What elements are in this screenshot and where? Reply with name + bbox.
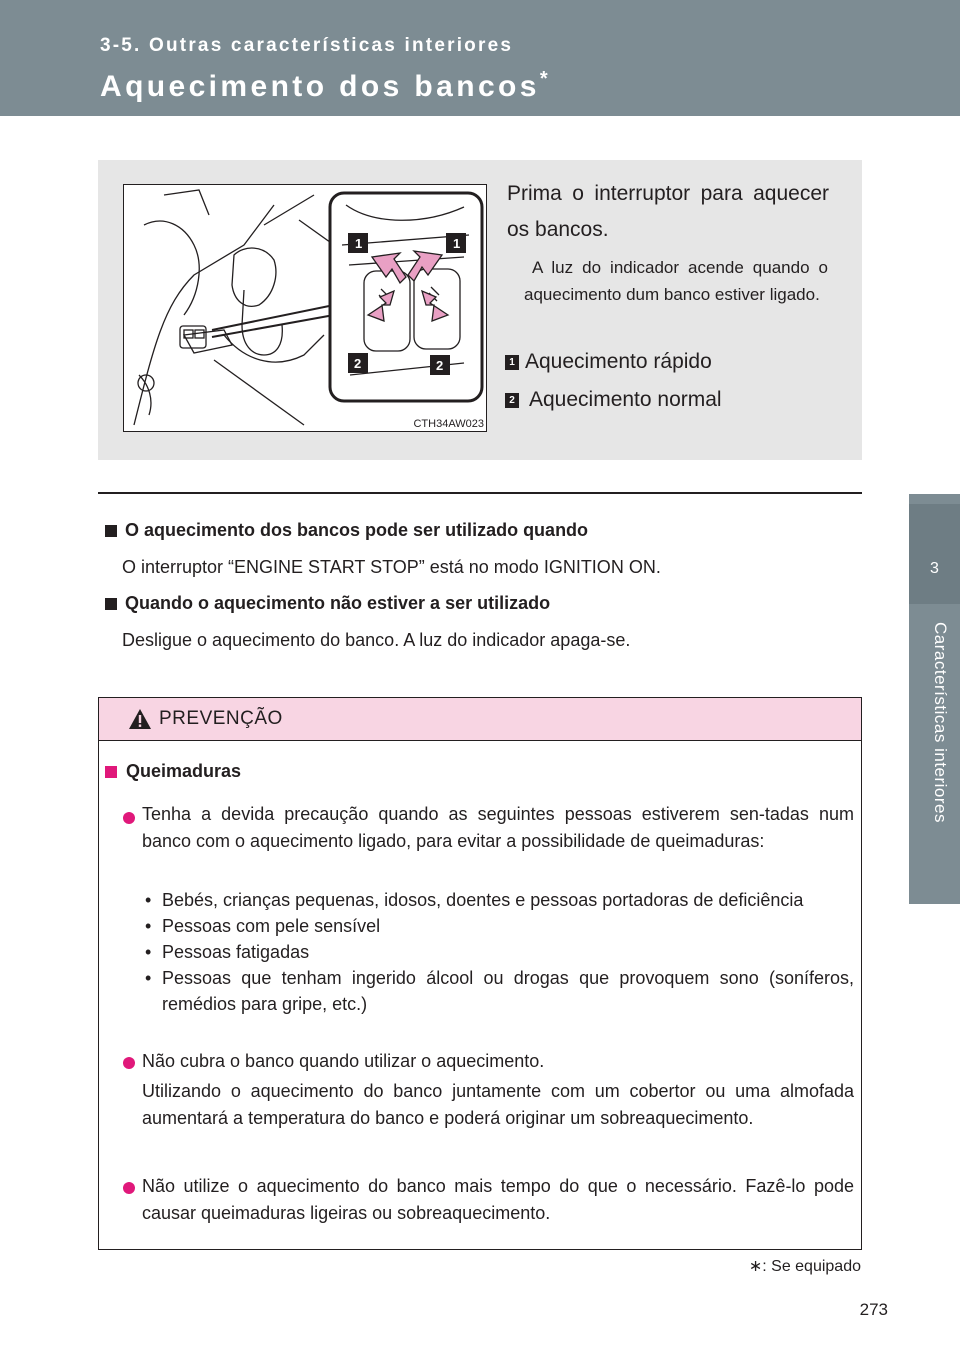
caution-item-line: Não cubra o banco quando utilizar o aquecimento. <box>142 1051 545 1071</box>
list-item: • Pessoas que tenham ingerido álcool ou drogas que provoquem sono (soníferos, remédios para gripe, etc.) <box>142 965 854 1017</box>
square-bullet-icon <box>105 766 117 778</box>
at-risk-list <box>142 887 854 1017</box>
square-bullet-icon <box>105 598 117 610</box>
callout-label: Aquecimento normal <box>529 388 722 411</box>
page-title-text: Aquecimento dos bancos <box>100 70 540 103</box>
callout-badge: 2 <box>505 393 519 408</box>
svg-text:2: 2 <box>436 358 444 373</box>
figure-code: CTH34AW023 <box>413 418 484 430</box>
list-item: • Pessoas com pele sensível <box>142 913 854 939</box>
caution-box <box>98 697 862 1250</box>
footnote: ∗: Se equipado <box>748 1258 861 1275</box>
note-heading-text: O aquecimento dos bancos pode ser utilizado quando <box>125 520 589 540</box>
warning-icon <box>128 708 152 730</box>
round-bullet-icon <box>123 1057 135 1069</box>
caution-item: Tenha a devida precaução quando as seguintes pessoas estiverem sen-tadas num banco com o aquecimento ligado, para evitar a possibilidade de queimaduras: <box>142 804 854 851</box>
callout-2 <box>505 388 722 412</box>
note-heading <box>105 593 550 614</box>
callout-label: Aquecimento rápido <box>525 350 712 373</box>
note-body: Desligue o aquecimento do banco. A luz do indicador apaga-se. <box>122 630 631 650</box>
svg-text:1: 1 <box>355 236 363 251</box>
console-drawing <box>124 185 486 431</box>
svg-text:2: 2 <box>354 356 362 371</box>
caution-item-detail: Utilizando o aquecimento do banco juntamente com um cobertor ou uma almofada aumentará a temperatura do banco e poderá originar um sobreaquecimento. <box>142 1081 854 1128</box>
callout-badge: 1 <box>505 355 519 370</box>
caution-item: Não utilize o aquecimento do banco mais tempo do que o necessário. Fazê-lo pode causar queimaduras ligeiras ou sobreaquecimento. <box>142 1176 854 1223</box>
note-heading-text: Quando o aquecimento não estiver a ser utilizado <box>125 593 551 613</box>
page-title <box>100 68 548 104</box>
round-bullet-icon <box>123 1182 135 1194</box>
list-item: • Bebés, crianças pequenas, idosos, doentes e pessoas portadoras de deficiência <box>142 887 854 913</box>
indicator-note: A luz do indicador acende quando o aquecimento dum banco estiver ligado. <box>524 258 828 304</box>
caution-title: PREVENÇÃO <box>159 708 283 729</box>
square-bullet-icon <box>105 525 117 537</box>
section-divider <box>98 492 862 494</box>
round-bullet-icon <box>123 812 135 824</box>
figure-panel <box>98 160 862 460</box>
figure-instruction: Prima o interruptor para aquecer os bancos. <box>507 182 829 241</box>
svg-text:1: 1 <box>453 236 461 251</box>
page-number: 273 <box>859 1300 888 1319</box>
note-body: O interruptor “ENGINE START STOP” está no modo IGNITION ON. <box>122 557 661 577</box>
section-label: 3-5. Outras características interiores <box>100 35 514 56</box>
list-item: • Pessoas fatigadas <box>142 939 854 965</box>
seat-heater-illustration <box>123 184 487 432</box>
caution-subheading-text: Queimaduras <box>126 761 242 781</box>
caution-header <box>99 698 861 741</box>
callout-1 <box>505 350 712 374</box>
chapter-number: 3 <box>909 504 960 604</box>
caution-subheading <box>105 761 241 782</box>
chapter-side-tab[interactable] <box>909 494 960 904</box>
chapter-title: Características interiores <box>931 622 950 824</box>
note-heading <box>105 520 588 541</box>
equipment-marker: * <box>539 68 548 90</box>
side-tab-top <box>909 0 960 116</box>
